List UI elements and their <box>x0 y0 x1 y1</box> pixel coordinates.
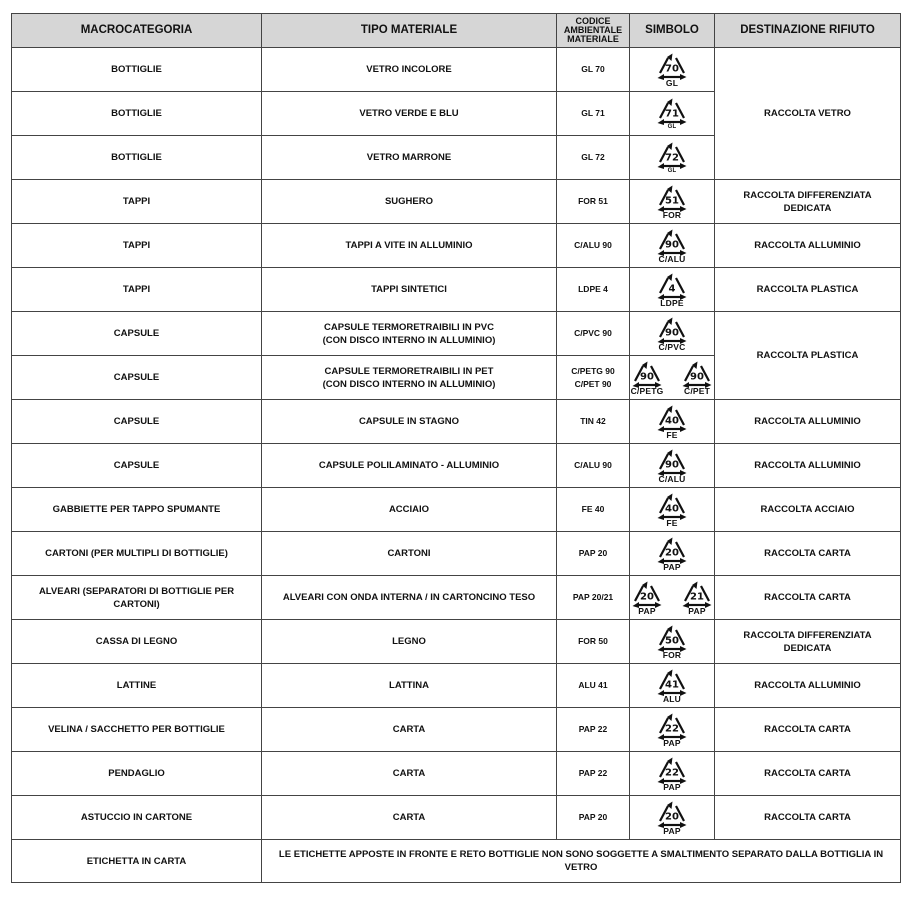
cell-tipo-materiale <box>262 620 557 664</box>
cell-macrocategoria: TAPPI <box>12 224 262 268</box>
recycling-symbol <box>655 228 689 264</box>
cell-codice-ambientale <box>557 444 630 488</box>
recycle-code-label: FE <box>666 429 678 440</box>
codice-line: PAP 20/21 <box>572 592 614 602</box>
cell-codice-ambientale <box>557 92 630 136</box>
recycle-code-label: FOR <box>662 209 682 220</box>
table-row <box>12 180 901 224</box>
header-codice-line: CODICE <box>575 16 611 26</box>
recycle-code-number: 70 <box>665 63 679 74</box>
recycle-triangle-icon <box>655 536 689 564</box>
symbol-group <box>630 360 714 396</box>
codice-line: PAP 22 <box>578 724 608 734</box>
cell-destinazione-rifiuto: RACCOLTA DIFFERENZIATA DEDICATA <box>715 180 901 224</box>
codice-line: C/ALU 90 <box>574 240 612 250</box>
recycling-symbol <box>655 404 689 440</box>
header-row <box>12 14 901 48</box>
symbol-group <box>630 141 714 175</box>
cell-codice-ambientale <box>557 576 630 620</box>
symbol-group <box>630 580 714 616</box>
recycle-triangle-icon <box>655 624 689 652</box>
cell-codice-ambientale <box>557 180 630 224</box>
cell-macrocategoria: CAPSULE <box>12 444 262 488</box>
cell-codice-ambientale <box>557 224 630 268</box>
recycling-symbol <box>655 668 689 704</box>
table-row-etichetta <box>12 840 901 883</box>
recycle-triangle-icon <box>680 360 714 388</box>
cell-simbolo <box>630 532 715 576</box>
cell-codice-ambientale <box>557 48 630 92</box>
cell-codice-ambientale <box>557 532 630 576</box>
table-row <box>12 444 901 488</box>
cell-destinazione-rifiuto: RACCOLTA ALLUMINIO <box>715 400 901 444</box>
recycling-symbol <box>655 492 689 528</box>
recycle-code-label: C/ALU <box>658 253 686 264</box>
symbol-group <box>630 668 714 704</box>
cell-codice-ambientale <box>557 400 630 444</box>
table-row <box>12 224 901 268</box>
cell-macrocategoria: GABBIETTE PER TAPPO SPUMANTE <box>12 488 262 532</box>
recycle-code-number: 71 <box>665 108 679 119</box>
tipo-line: CAPSULE IN STAGNO <box>358 416 460 427</box>
table-row <box>12 796 901 840</box>
recycling-symbol <box>680 580 714 616</box>
tipo-line: CARTA <box>392 724 426 735</box>
recycle-code-number: 90 <box>665 239 679 250</box>
tipo-line: CARTONI <box>387 548 431 559</box>
cell-macrocategoria: BOTTIGLIE <box>12 92 262 136</box>
symbol-group <box>630 404 714 440</box>
cell-simbolo <box>630 224 715 268</box>
cell-macrocategoria: TAPPI <box>12 180 262 224</box>
cell-macrocategoria: BOTTIGLIE <box>12 136 262 180</box>
recycle-code-label: PAP <box>663 561 681 572</box>
codice-line: C/PET 90 <box>574 378 612 389</box>
header-macrocategoria: MACROCATEGORIA <box>12 14 262 48</box>
cell-simbolo <box>630 620 715 664</box>
cell-tipo-materiale <box>262 180 557 224</box>
table-row <box>12 312 901 356</box>
symbol-group <box>630 272 714 308</box>
cell-tipo-materiale <box>262 752 557 796</box>
recycling-symbol <box>655 316 689 352</box>
symbol-group <box>630 800 714 836</box>
cell-codice-ambientale <box>557 752 630 796</box>
table-row <box>12 488 901 532</box>
recycle-code-number: 20 <box>665 811 679 822</box>
recycle-triangle-icon <box>655 712 689 740</box>
cell-macrocategoria: TAPPI <box>12 268 262 312</box>
tipo-line: (CON DISCO INTERNO IN ALLUMINIO) <box>322 334 496 346</box>
codice-line: LDPE 4 <box>578 284 608 294</box>
recycle-triangle-icon <box>655 756 689 784</box>
cell-destinazione-rifiuto: RACCOLTA PLASTICA <box>715 268 901 312</box>
recycle-code-number: 40 <box>665 503 679 514</box>
cell-simbolo <box>630 708 715 752</box>
recycle-code-number: 22 <box>665 767 679 778</box>
codice-line: FOR 50 <box>578 636 608 646</box>
cell-tipo-materiale <box>262 312 557 356</box>
cell-tipo-materiale <box>262 796 557 840</box>
recycle-code-number: 90 <box>665 459 679 470</box>
table-row <box>12 48 901 92</box>
cell-simbolo <box>630 400 715 444</box>
recycling-symbol <box>655 624 689 660</box>
recycle-code-label: PAP <box>638 605 656 616</box>
codice-line: ALU 41 <box>578 680 608 690</box>
cell-macrocategoria: CAPSULE <box>12 400 262 444</box>
cell-destinazione-rifiuto: RACCOLTA ALLUMINIO <box>715 444 901 488</box>
cell-tipo-materiale <box>262 136 557 180</box>
recycle-code-number: 90 <box>665 327 679 338</box>
recycle-code-label: C/PET <box>683 385 711 396</box>
table-row <box>12 576 901 620</box>
table-row <box>12 752 901 796</box>
tipo-line: ACCIAIO <box>388 504 430 515</box>
header-codice-ambientale <box>557 14 630 48</box>
cell-simbolo <box>630 664 715 708</box>
cell-tipo-materiale <box>262 268 557 312</box>
recycle-code-label: FOR <box>662 649 682 660</box>
recycling-symbol <box>680 360 714 396</box>
cell-codice-ambientale <box>557 488 630 532</box>
symbol-group <box>630 316 714 352</box>
recycling-symbol <box>655 448 689 484</box>
cell-macrocategoria: CAPSULE <box>12 312 262 356</box>
cell-tipo-materiale <box>262 92 557 136</box>
cell-tipo-materiale <box>262 48 557 92</box>
recycle-code-number: 72 <box>665 152 679 163</box>
tipo-line: VETRO MARRONE <box>366 152 452 163</box>
recycle-code-number: 41 <box>665 679 679 690</box>
table-row <box>12 708 901 752</box>
header-codice-line: AMBIENTALE <box>563 25 623 35</box>
recycle-code-label: ALU <box>662 693 682 704</box>
cell-simbolo <box>630 312 715 356</box>
recycle-code-number: 20 <box>665 547 679 558</box>
recycle-code-number: 90 <box>690 371 704 382</box>
cell-tipo-materiale <box>262 708 557 752</box>
cell-destinazione-rifiuto: RACCOLTA CARTA <box>715 796 901 840</box>
cell-tipo-materiale <box>262 224 557 268</box>
cell-destinazione-rifiuto: RACCOLTA ALLUMINIO <box>715 664 901 708</box>
recycle-triangle-icon <box>655 272 689 300</box>
codice-line: C/ALU 90 <box>574 460 612 470</box>
cell-tipo-materiale <box>262 444 557 488</box>
tipo-line: CAPSULE TERMORETRAIBILI IN PVC <box>324 321 494 333</box>
recycling-symbol <box>655 52 689 88</box>
recycle-code-label: LDPE <box>660 297 684 308</box>
codice-line: PAP 22 <box>578 768 608 778</box>
cell-destinazione-rifiuto: RACCOLTA VETRO <box>715 48 901 180</box>
recycle-triangle-icon <box>655 800 689 828</box>
recycling-symbol <box>655 184 689 220</box>
recycle-code-label: C/PVC <box>658 341 686 352</box>
cell-macrocategoria: CAPSULE <box>12 356 262 400</box>
tipo-line: TAPPI A VITE IN ALLUMINIO <box>345 240 473 251</box>
recycle-code-number: 90 <box>640 371 654 382</box>
recycle-triangle-icon <box>655 228 689 256</box>
recycle-code-label: PAP <box>663 825 681 836</box>
cell-simbolo <box>630 180 715 224</box>
codice-line: GL 70 <box>581 64 605 74</box>
cell-codice-ambientale <box>557 136 630 180</box>
tipo-line: VETRO INCOLORE <box>366 64 452 75</box>
symbol-group <box>630 184 714 220</box>
tipo-line: LATTINA <box>389 680 429 691</box>
codice-line: PAP 20 <box>578 548 608 558</box>
recycle-code-label: PAP <box>663 781 681 792</box>
cell-destinazione-rifiuto: RACCOLTA ALLUMINIO <box>715 224 901 268</box>
cell-macrocategoria: VELINA / SACCHETTO PER BOTTIGLIE <box>12 708 262 752</box>
recycling-table <box>11 13 901 883</box>
cell-simbolo <box>630 48 715 92</box>
codice-line: FOR 51 <box>578 196 608 206</box>
codice-line: GL 72 <box>581 152 605 162</box>
tipo-line: LEGNO <box>392 636 426 647</box>
recycle-code-label: GL <box>667 123 677 130</box>
cell-codice-ambientale <box>557 312 630 356</box>
cell-etichetta-note: LE ETICHETTE APPOSTE IN FRONTE E RETO BOTTIGLIE NON SONO SOGGETTE A SMALTIMENTO SEPARATO DALLA BOTTIGLIA IN VETRO <box>262 840 901 883</box>
tipo-line: TAPPI SINTETICI <box>371 284 447 295</box>
cell-tipo-materiale <box>262 532 557 576</box>
cell-codice-ambientale <box>557 268 630 312</box>
symbol-group <box>630 97 714 131</box>
recycle-code-number: 21 <box>690 591 704 602</box>
recycling-symbol <box>655 141 689 175</box>
cell-codice-ambientale <box>557 708 630 752</box>
codice-line: FE 40 <box>581 504 605 514</box>
cell-macrocategoria: BOTTIGLIE <box>12 48 262 92</box>
header-tipo-materiale: TIPO MATERIALE <box>262 14 557 48</box>
cell-simbolo <box>630 356 715 400</box>
recycling-symbol <box>655 756 689 792</box>
symbol-group <box>630 756 714 792</box>
cell-macrocategoria: CASSA DI LEGNO <box>12 620 262 664</box>
recycle-triangle-icon <box>630 360 664 388</box>
recycling-symbol <box>655 536 689 572</box>
cell-tipo-materiale <box>262 356 557 400</box>
symbol-group <box>630 536 714 572</box>
cell-destinazione-rifiuto: RACCOLTA CARTA <box>715 576 901 620</box>
cell-macrocategoria: ASTUCCIO IN CARTONE <box>12 796 262 840</box>
cell-codice-ambientale <box>557 356 630 400</box>
recycle-triangle-icon <box>655 448 689 476</box>
recycle-code-label: C/PETG <box>630 385 664 396</box>
cell-destinazione-rifiuto: RACCOLTA CARTA <box>715 708 901 752</box>
symbol-group <box>630 624 714 660</box>
table-body <box>12 48 901 883</box>
cell-destinazione-rifiuto: RACCOLTA PLASTICA <box>715 312 901 400</box>
tipo-line: CAPSULE TERMORETRAIBILI IN PET <box>324 365 494 377</box>
table-row <box>12 532 901 576</box>
cell-macrocategoria: ETICHETTA IN CARTA <box>12 840 262 883</box>
cell-codice-ambientale <box>557 796 630 840</box>
table-row <box>12 400 901 444</box>
header-codice-line: MATERIALE <box>567 34 619 44</box>
recycle-code-number: 4 <box>668 283 676 294</box>
codice-line: TIN 42 <box>580 416 606 426</box>
symbol-group <box>630 228 714 264</box>
recycle-code-number: 22 <box>665 723 679 734</box>
cell-tipo-materiale <box>262 400 557 444</box>
table-row <box>12 268 901 312</box>
cell-simbolo <box>630 576 715 620</box>
recycling-symbol <box>630 360 664 396</box>
codice-line: GL 71 <box>581 108 605 118</box>
recycle-triangle-icon <box>655 52 689 80</box>
table-row <box>12 664 901 708</box>
recycling-symbol <box>655 97 689 131</box>
recycle-code-number: 51 <box>665 195 679 206</box>
cell-simbolo <box>630 752 715 796</box>
recycle-triangle-icon <box>655 316 689 344</box>
recycling-symbol <box>655 800 689 836</box>
symbol-group <box>630 52 714 88</box>
cell-macrocategoria: LATTINE <box>12 664 262 708</box>
recycle-code-number: 40 <box>665 415 679 426</box>
recycle-code-label: PAP <box>688 605 706 616</box>
cell-codice-ambientale <box>557 664 630 708</box>
cell-tipo-materiale <box>262 576 557 620</box>
recycle-code-label: FE <box>666 517 678 528</box>
cell-tipo-materiale <box>262 664 557 708</box>
symbol-group <box>630 448 714 484</box>
recycle-code-number: 20 <box>640 591 654 602</box>
header-destinazione-rifiuto: DESTINAZIONE RIFIUTO <box>715 14 901 48</box>
recycle-code-label: GL <box>667 167 677 174</box>
cell-simbolo <box>630 268 715 312</box>
recycling-symbol <box>655 712 689 748</box>
tipo-line: CAPSULE POLILAMINATO - ALLUMINIO <box>318 460 500 471</box>
recycle-triangle-icon <box>655 492 689 520</box>
cell-simbolo <box>630 92 715 136</box>
symbol-group <box>630 492 714 528</box>
tipo-line: CARTA <box>392 768 426 779</box>
cell-macrocategoria: ALVEARI (SEPARATORI DI BOTTIGLIE PER CARTONI) <box>12 576 262 620</box>
cell-destinazione-rifiuto: RACCOLTA CARTA <box>715 752 901 796</box>
tipo-line: CARTA <box>392 812 426 823</box>
recycle-triangle-icon <box>655 141 689 169</box>
cell-destinazione-rifiuto: RACCOLTA CARTA <box>715 532 901 576</box>
recycle-code-label: GL <box>665 77 679 88</box>
header-simbolo: SIMBOLO <box>630 14 715 48</box>
recycling-symbol <box>655 272 689 308</box>
tipo-line: (CON DISCO INTERNO IN ALLUMINIO) <box>322 378 496 390</box>
cell-destinazione-rifiuto: RACCOLTA ACCIAIO <box>715 488 901 532</box>
cell-simbolo <box>630 796 715 840</box>
cell-codice-ambientale <box>557 620 630 664</box>
recycle-code-label: C/ALU <box>658 473 686 484</box>
codice-line: C/PVC 90 <box>574 328 612 338</box>
recycle-triangle-icon <box>655 184 689 212</box>
tipo-line: ALVEARI CON ONDA INTERNA / IN CARTONCINO TESO <box>282 592 536 603</box>
cell-simbolo <box>630 136 715 180</box>
cell-tipo-materiale <box>262 488 557 532</box>
recycle-code-number: 50 <box>665 635 679 646</box>
recycle-triangle-icon <box>655 668 689 696</box>
table-row <box>12 620 901 664</box>
codice-line: C/PETG 90 <box>571 365 615 376</box>
cell-simbolo <box>630 444 715 488</box>
symbol-group <box>630 712 714 748</box>
cell-destinazione-rifiuto: RACCOLTA DIFFERENZIATA DEDICATA <box>715 620 901 664</box>
tipo-line: SUGHERO <box>384 196 434 207</box>
cell-simbolo <box>630 488 715 532</box>
recycle-triangle-icon <box>680 580 714 608</box>
cell-macrocategoria: PENDAGLIO <box>12 752 262 796</box>
tipo-line: VETRO VERDE E BLU <box>359 108 459 119</box>
recycle-triangle-icon <box>630 580 664 608</box>
recycle-triangle-icon <box>655 97 689 125</box>
recycle-code-label: PAP <box>663 737 681 748</box>
recycle-triangle-icon <box>655 404 689 432</box>
recycling-symbol <box>630 580 664 616</box>
cell-macrocategoria: CARTONI (PER MULTIPLI DI BOTTIGLIE) <box>12 532 262 576</box>
codice-line: PAP 20 <box>578 812 608 822</box>
